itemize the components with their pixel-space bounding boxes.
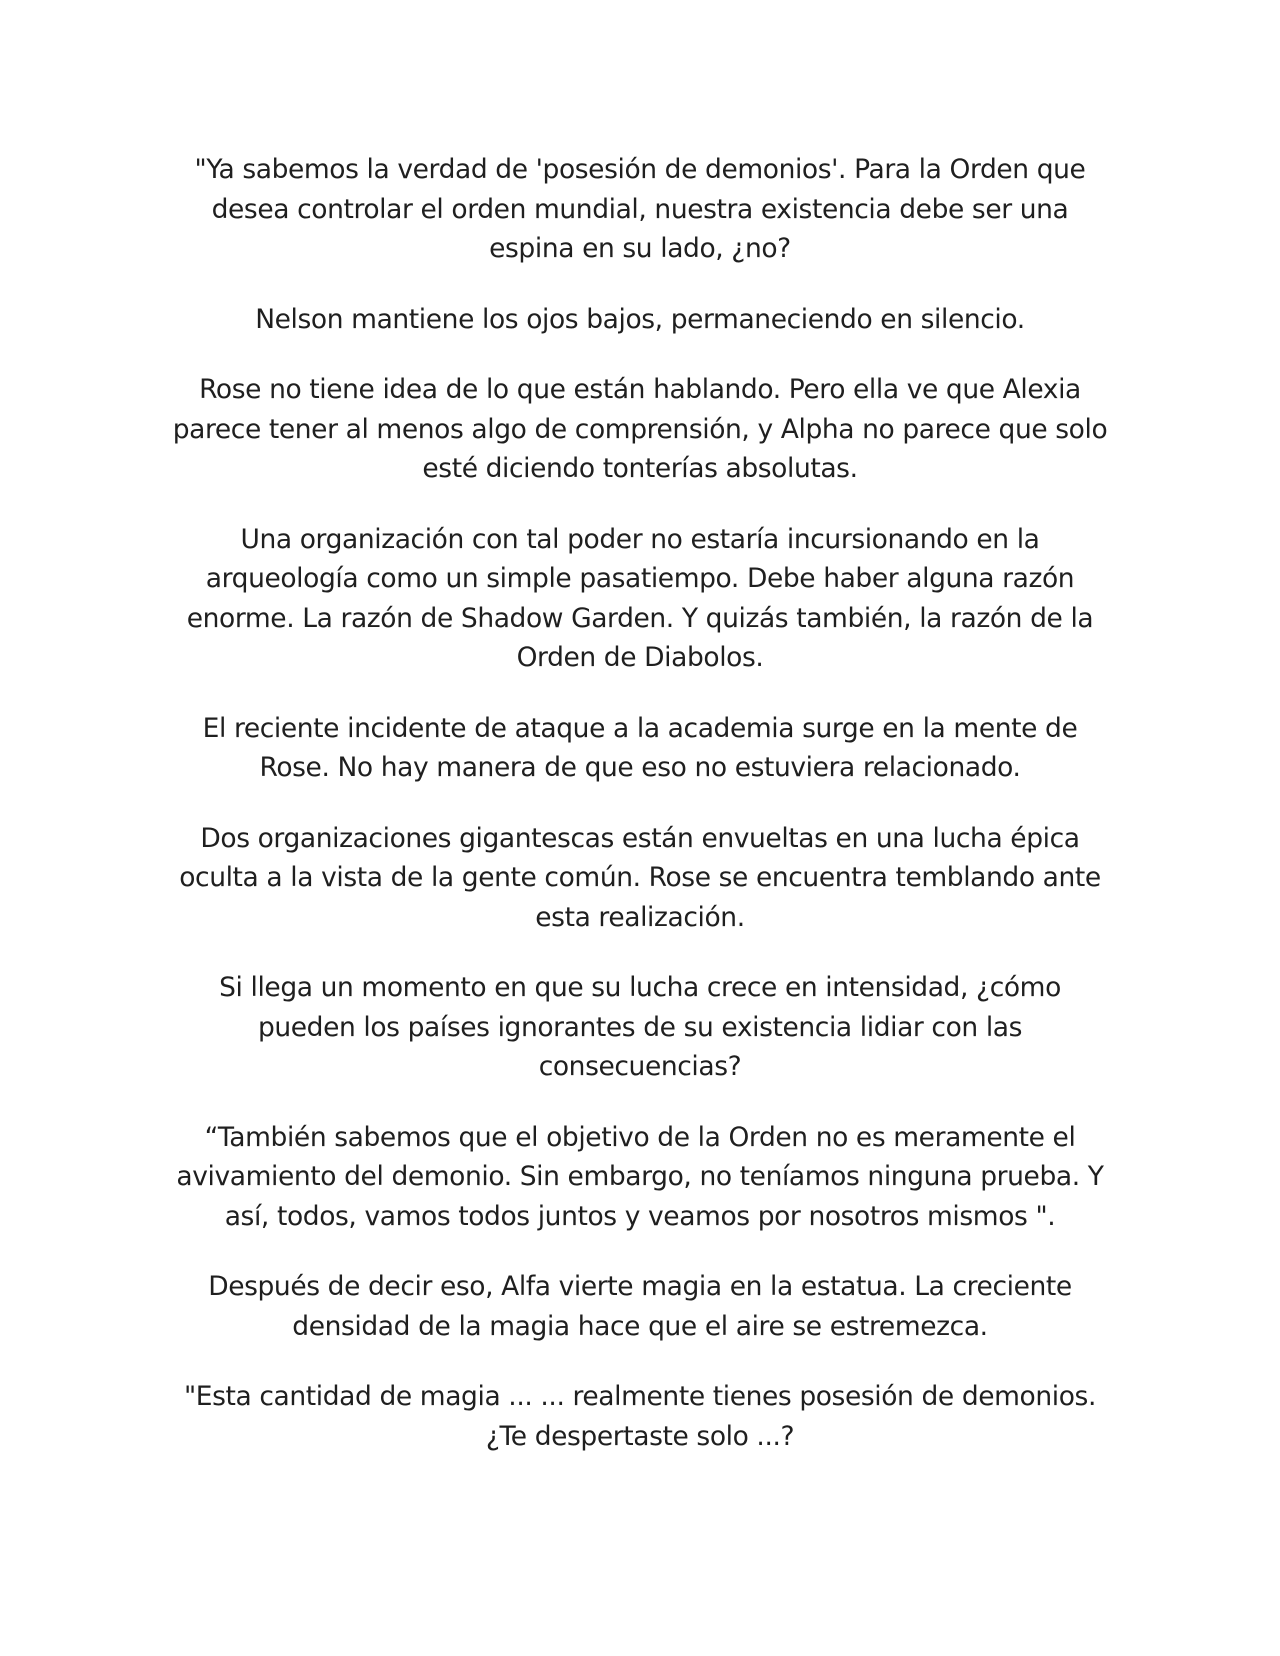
paragraph: Rose no tiene idea de lo que están hablando. Pero ella ve que Alexia parece tener al menos algo de comprensión, y Alpha no parece que solo esté diciendo tonterías absolutas. <box>172 374 1108 484</box>
paragraph: Una organización con tal poder no estaría incursionando en la arqueología como un simple pasatiempo. Debe haber alguna razón enorme. La razón de Shadow Garden. Y quizás también, la razón de la Orden de Diabolos. <box>186 523 1094 673</box>
paragraph: El reciente incidente de ataque a la academia surge en la mente de Rose. No hay manera de que eso no estuviera relacionado. <box>202 712 1078 783</box>
paragraph: Nelson mantiene los ojos bajos, permaneciendo en silencio. <box>255 303 1025 335</box>
paragraph: "Ya sabemos la verdad de 'posesión de demonios'. Para la Orden que desea controlar el orden mundial, nuestra existencia debe ser una espina en su lado, ¿no? <box>194 154 1086 264</box>
paragraph: Dos organizaciones gigantescas están envueltas en una lucha épica oculta a la vista de la gente común. Rose se encuentra temblando ante esta realización. <box>179 822 1101 933</box>
paragraph: Después de decir eso, Alfa vierte magia en la estatua. La creciente densidad de la magia hace que el aire se estremezca. <box>208 1271 1072 1342</box>
paragraph: Si llega un momento en que su lucha crece en intensidad, ¿cómo pueden los países ignorantes de su existencia lidiar con las consecuencias? <box>219 972 1061 1082</box>
paragraph: "Esta cantidad de magia ... ... realmente tienes posesión de demonios. ¿Te despertaste solo ...? <box>184 1381 1096 1452</box>
paragraph: “También sabemos que el objetivo de la Orden no es meramente el avivamiento del demonio. Sin embargo, no teníamos ninguna prueba. Y así, todos, vamos todos juntos y veamos por nosotros mismos ". <box>176 1121 1104 1232</box>
document-body <box>170 150 1110 1487</box>
